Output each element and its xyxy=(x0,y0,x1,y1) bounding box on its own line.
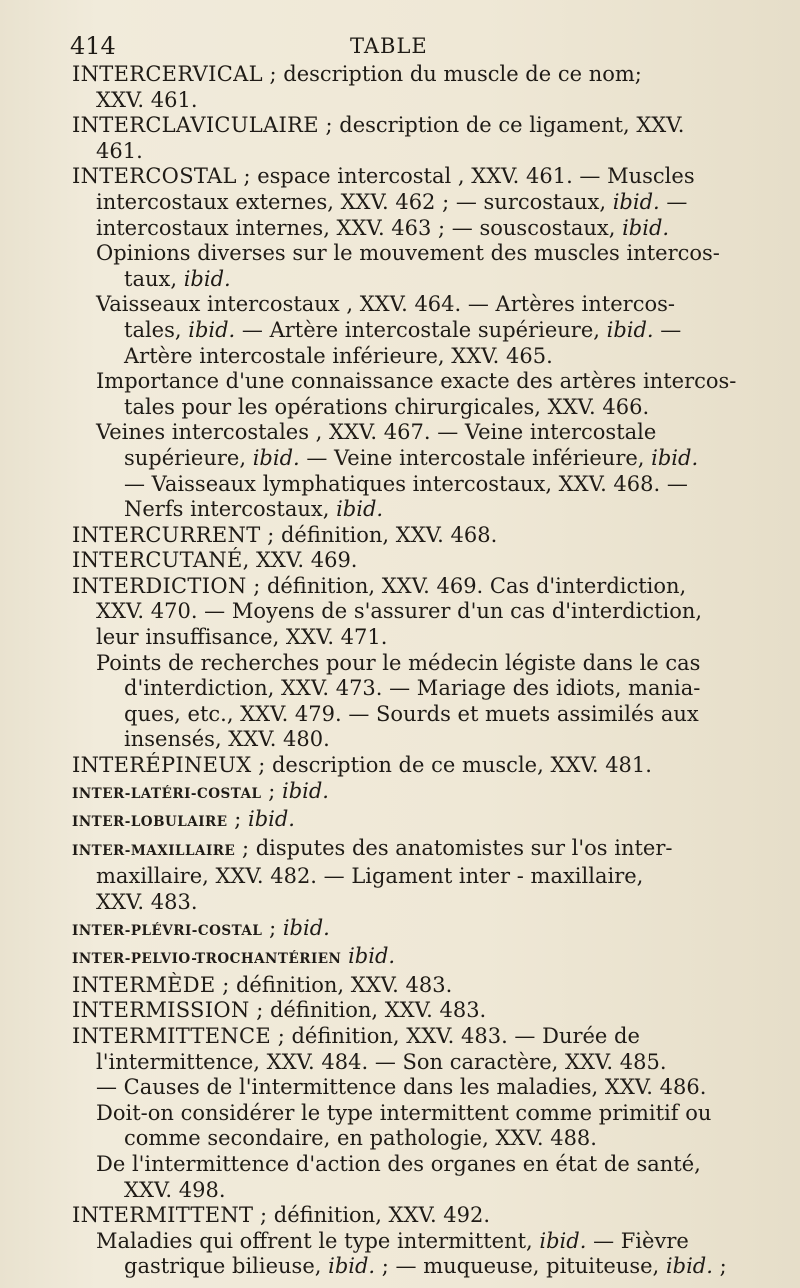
ibid-reference: ibid. xyxy=(183,266,231,291)
entry-text: l'intermittence, XXV. 484. — Son caractère, XXV. 485. xyxy=(96,1049,667,1074)
entry-text: supérieure, xyxy=(124,445,253,470)
entry-text: tales, xyxy=(124,317,189,342)
index-continuation-line xyxy=(72,139,740,165)
index-continuation-line xyxy=(72,446,740,472)
entry-text: comme secondaire, en pathologie, XXV. 488. xyxy=(124,1126,597,1151)
index-continuation-line xyxy=(72,420,740,446)
ibid-reference: ibid. xyxy=(606,317,654,342)
ibid-reference: ibid. xyxy=(247,807,295,832)
entry-text: ; définition, XXV. 483. — Durée de xyxy=(271,1023,640,1048)
index-entry-line xyxy=(72,973,740,999)
entry-text: Importance d'une connaissance exacte des artères intercos- xyxy=(96,369,737,394)
headword: INTERMITTENT xyxy=(72,1203,254,1228)
ibid-reference: ibid. xyxy=(188,317,236,342)
entry-text: tales pour les opérations chirurgicales, XXV. 466. xyxy=(124,394,650,419)
entry-text: — Veine intercostale inférieure, xyxy=(299,445,652,470)
entry-text: De l'intermittence d'action des organes en état de santé, xyxy=(96,1151,701,1176)
index-entry-line xyxy=(72,1203,740,1229)
index-continuation-line xyxy=(72,890,740,916)
index-continuation-line xyxy=(72,190,740,216)
index-continuation-line xyxy=(72,497,740,523)
index-continuation-line xyxy=(72,369,740,395)
index-continuation-line xyxy=(72,88,740,114)
ibid-reference: ibid. xyxy=(336,497,384,522)
entry-text: ; définition, XXV. 483. xyxy=(215,972,453,997)
entry-text: Artère intercostale inférieure, XXV. 465. xyxy=(124,343,553,368)
entry-text: — xyxy=(653,317,682,342)
index-continuation-line xyxy=(72,472,740,498)
entry-text: ; définition, XXV. 469. Cas d'interdiction, xyxy=(246,573,687,598)
entry-text: Opinions diverses sur le mouvement des muscles intercos- xyxy=(96,241,720,266)
index-continuation-line xyxy=(72,1152,740,1178)
ibid-reference: ibid. xyxy=(622,215,670,240)
entry-text: taux, xyxy=(124,266,184,291)
headword: INTER-LATÉRI-COSTAL xyxy=(72,785,262,802)
entry-text: — Artère intercostale supérieure, xyxy=(235,317,607,342)
entry-text: ; xyxy=(261,778,282,803)
entry-text: Maladies qui offrent le type intermittent, xyxy=(96,1228,540,1253)
index-continuation-line xyxy=(72,1254,740,1280)
headword: INTERCURRENT xyxy=(72,522,261,547)
headword: INTERMÈDE xyxy=(72,972,216,997)
index-continuation-line xyxy=(72,267,740,293)
entry-text: ; définition, XXV. 492. xyxy=(253,1203,491,1228)
index-continuation-line xyxy=(72,625,740,651)
entry-text: ; description de ce ligament, XXV. xyxy=(318,113,685,138)
headword: INTERMITTENCE xyxy=(72,1023,272,1048)
index-continuation-line xyxy=(72,344,740,370)
entry-text: ; xyxy=(227,807,248,832)
index-continuation-line xyxy=(72,1229,740,1255)
index-entry-line xyxy=(72,1024,740,1050)
headword: INTERCUTANÉ xyxy=(72,548,243,573)
entry-text: ; xyxy=(712,1254,727,1279)
page-number: 414 xyxy=(70,32,116,60)
headword: INTERCOSTAL xyxy=(72,164,237,189)
index-entry-line xyxy=(72,548,740,574)
ibid-reference: ibid. xyxy=(665,1254,713,1279)
index-continuation-line xyxy=(72,1050,740,1076)
headword: INTERCERVICAL xyxy=(72,62,263,86)
ibid-reference: ibid. xyxy=(651,445,699,470)
entry-text: Vaisseaux intercostaux , XXV. 464. — Artères intercos- xyxy=(96,292,675,317)
entry-text: ; disputes des anatomistes sur l'os inter- xyxy=(235,835,673,860)
index-entry-line xyxy=(72,836,740,865)
entry-text: leur insuffisance, XXV. 471. xyxy=(96,625,388,650)
index-continuation-line xyxy=(72,1126,740,1152)
ibid-reference: ibid. xyxy=(252,445,300,470)
running-title: TABLE xyxy=(350,34,428,58)
index-continuation-line xyxy=(72,318,740,344)
entry-text: Doit-on considérer le type intermittent comme primitif ou xyxy=(96,1100,712,1125)
entry-text: gastrique bilieuse, xyxy=(124,1254,329,1279)
index-continuation-line xyxy=(72,395,740,421)
index-continuation-line xyxy=(72,1101,740,1127)
index-continuation-line xyxy=(72,241,740,267)
entry-text: ; — muqueuse, pituiteuse, xyxy=(375,1254,666,1279)
headword: INTER-MAXILLAIRE xyxy=(72,842,236,859)
index-entry-line xyxy=(72,998,740,1024)
index-continuation-line xyxy=(72,216,740,242)
ibid-reference: ibid. xyxy=(612,189,660,214)
index-continuation-line xyxy=(72,702,740,728)
entry-text: — Vaisseaux lymphatiques intercostaux, XXV. 468. — xyxy=(124,471,688,496)
entry-text: XXV. 461. xyxy=(96,87,198,112)
entry-text: intercostaux externes, XXV. 462 ; — surcostaux, xyxy=(96,189,613,214)
headword: INTERDICTION xyxy=(72,573,247,598)
index-entry-line xyxy=(72,113,740,139)
entry-text: Veines intercostales , XXV. 467. — Veine intercostale xyxy=(96,420,657,445)
ibid-reference: ibid. xyxy=(539,1228,587,1253)
entry-text: 461. xyxy=(96,138,143,163)
entry-text: ques, etc., XXV. 479. — Sourds et muets assimilés aux xyxy=(124,701,699,726)
index-entry-line xyxy=(72,916,740,945)
index-continuation-line xyxy=(72,727,740,753)
headword: INTERÉPINEUX xyxy=(72,753,252,778)
ibid-reference: ibid. xyxy=(282,915,330,940)
index-continuation-line xyxy=(72,864,740,890)
index-entry-line xyxy=(72,753,740,779)
entry-text: Points de recherches pour le médecin légiste dans le cas xyxy=(96,650,701,675)
headword: INTER-PLÉVRI-COSTAL xyxy=(72,922,263,939)
headword: INTERCLAVICULAIRE xyxy=(72,113,319,138)
index-entry-line xyxy=(72,164,740,190)
ibid-reference: ibid. xyxy=(348,944,396,969)
entry-text: — Fièvre xyxy=(586,1228,689,1253)
entry-text: Nerfs intercostaux, xyxy=(124,497,337,522)
entry-text: ; définition, XXV. 468. xyxy=(260,522,498,547)
index-entry-line xyxy=(72,807,740,836)
entry-text: ; xyxy=(262,915,283,940)
entry-text: maxillaire, XXV. 482. — Ligament inter - maxillaire, xyxy=(96,864,644,889)
index-continuation-line xyxy=(72,1178,740,1204)
index-continuation-line xyxy=(72,599,740,625)
headword: INTERMISSION xyxy=(72,998,250,1023)
index-entry-line xyxy=(72,944,740,973)
ibid-reference: ibid. xyxy=(328,1254,376,1279)
entry-text: XXV. 483. xyxy=(96,890,198,914)
entry-text: ; définition, XXV. 483. xyxy=(249,998,487,1023)
entry-text: ; description du muscle de ce nom; xyxy=(262,62,642,86)
entry-text: d'interdiction, XXV. 473. — Mariage des idiots, mania- xyxy=(124,676,701,701)
index-body xyxy=(72,62,740,1280)
index-entry-line xyxy=(72,523,740,549)
headword: INTER-LOBULAIRE xyxy=(72,814,228,831)
index-entry-line xyxy=(72,62,740,88)
index-entry-line xyxy=(72,779,740,808)
index-continuation-line xyxy=(72,1075,740,1101)
index-continuation-line xyxy=(72,676,740,702)
entry-text: — xyxy=(659,189,688,214)
index-entry-line xyxy=(72,574,740,600)
page-header xyxy=(70,32,740,62)
entry-text: , XXV. 469. xyxy=(242,548,358,573)
ibid-reference: ibid. xyxy=(281,778,329,803)
entry-text: intercostaux internes, XXV. 463 ; — souscostaux, xyxy=(96,215,623,240)
entry-text: insensés, XXV. 480. xyxy=(124,727,330,752)
index-continuation-line xyxy=(72,292,740,318)
entry-text: ; espace intercostal , XXV. 461. — Muscles xyxy=(236,164,695,189)
index-continuation-line xyxy=(72,651,740,677)
entry-text: ; description de ce muscle, XXV. 481. xyxy=(251,753,652,778)
entry-text: XXV. 498. xyxy=(124,1177,226,1202)
entry-text: XXV. 470. — Moyens de s'assurer d'un cas d'interdiction, xyxy=(96,599,703,624)
entry-text: — Causes de l'intermittence dans les maladies, XXV. 486. xyxy=(96,1075,707,1100)
headword: INTER-PELVIO-TROCHANTÉRIEN xyxy=(72,951,342,968)
